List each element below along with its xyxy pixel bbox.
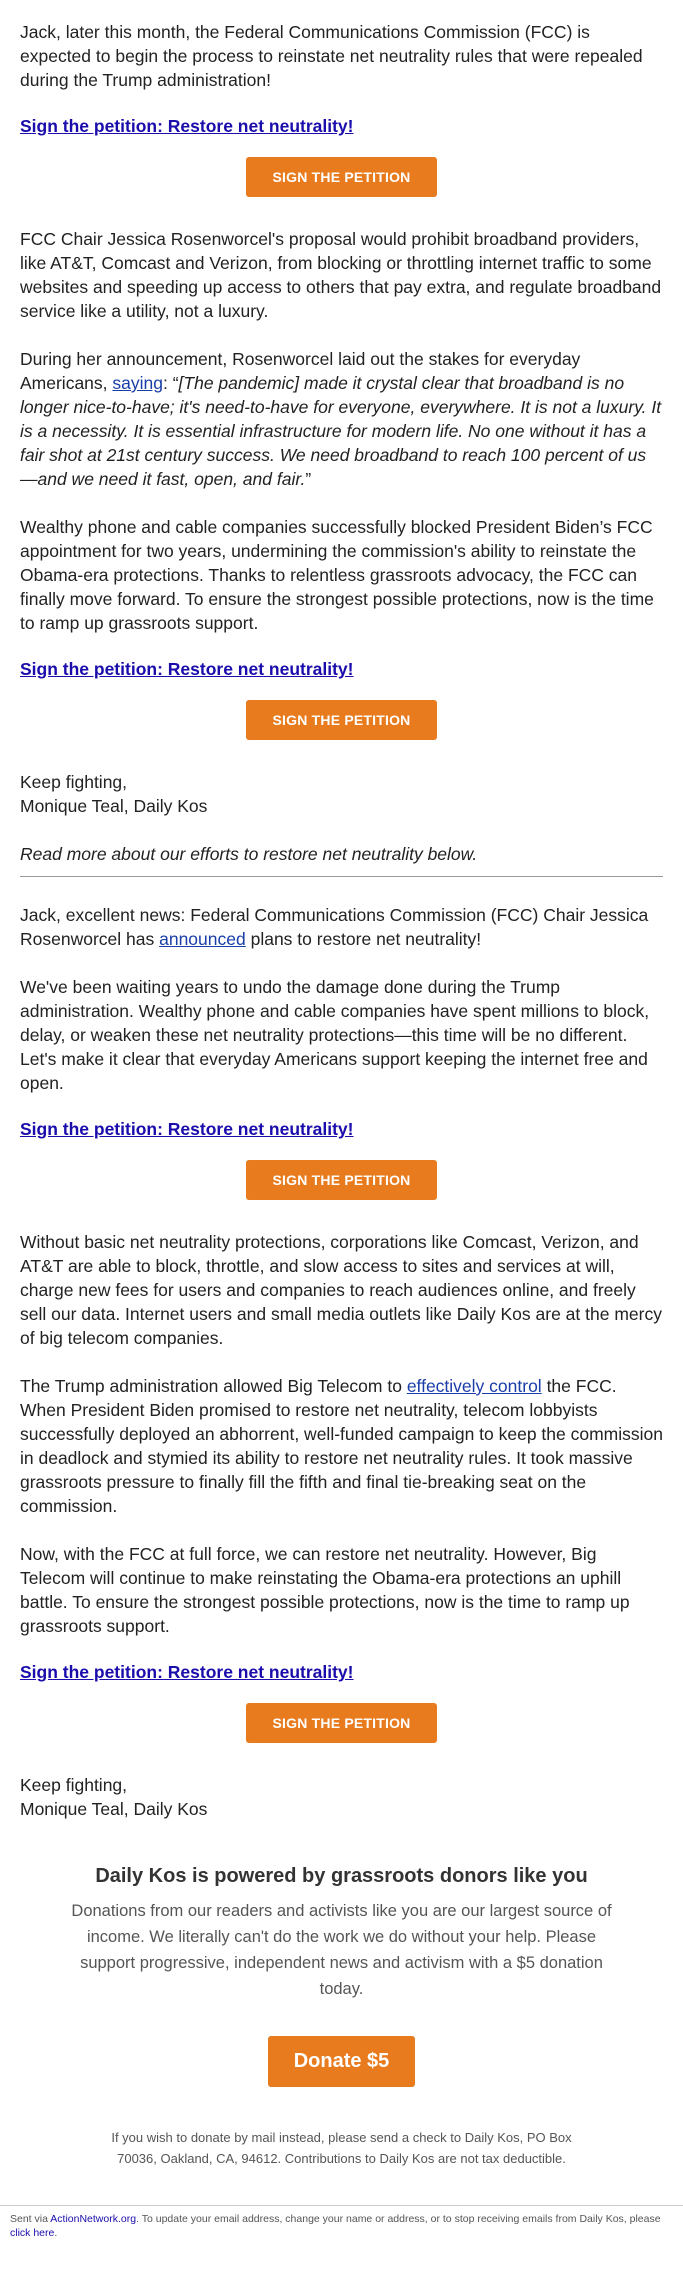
click-here-link[interactable]: click here	[10, 2227, 55, 2239]
signoff-signature: Monique Teal, Daily Kos	[20, 1799, 208, 1819]
signoff	[20, 770, 663, 818]
full-force-paragraph: Now, with the FCC at full force, we can restore net neutrality. However, Big Telecom will continue to make reinstating the Obama-era protections an uphill battle. To ensure the strongest possible protections, now is the time to ramp up grassroots support.	[20, 1544, 630, 1636]
saying-link[interactable]: saying	[112, 373, 163, 393]
quote-close: ”	[305, 469, 312, 489]
signoff-line: Keep fighting,	[20, 772, 128, 792]
announcement-text: During her announcement, Rosenworcel laid out the stakes for everyday Americans,	[20, 349, 581, 393]
signoff-line: Keep fighting,	[20, 1775, 128, 1795]
petition-button-wrap	[20, 1703, 663, 1743]
section-divider	[20, 876, 663, 877]
sign-petition-button[interactable]: SIGN THE PETITION	[246, 1160, 438, 1200]
petition-link[interactable]: Sign the petition: Restore net neutrality!	[20, 1119, 354, 1139]
sent-via-text: Sent via	[10, 2213, 51, 2225]
announced-link[interactable]: announced	[159, 929, 246, 949]
trump-administration-paragraph	[20, 1374, 663, 1518]
actionnetwork-link[interactable]: ActionNetwork.org	[50, 2213, 137, 2225]
effectively-control-link[interactable]: effectively control	[406, 1376, 542, 1396]
rosenworcel-quote: [The pandemic] made it crystal clear that broadband is no longer nice-to-have; it's need-to-have for everyone, everywhere. It is not a luxury. It is a necessity. It is essential infrastructure for modern life. No one without it has a fair shot at 21st century success. We need broadband to reach 100 percent of us—and we need it fast, open, and fair.	[20, 373, 662, 489]
trump-text-end: the FCC. When President Biden promised to restore net neutrality, telecom lobbyists successfully deployed an abhorrent, well-funded campaign to keep the commission in deadlock and stymied its ability to restore net neutrality rules. It took massive grassroots pressure to finally fill the fifth and final tie-breaking seat on the commission.	[20, 1376, 663, 1516]
petition-button-wrap	[20, 1160, 663, 1200]
announcement-paragraph	[20, 347, 663, 491]
petition-link[interactable]: Sign the petition: Restore net neutrality!	[20, 116, 354, 136]
signoff-signature: Monique Teal, Daily Kos	[20, 796, 208, 816]
waiting-years-paragraph: We've been waiting years to undo the damage done during the Trump administration. Wealthy phone and cable companies have spent millions to block, delay, or weaken these net neutrality protections—this time will be no different. Let's make it clear that everyday Americans support keeping the internet free and open.	[20, 977, 650, 1093]
quote-open: : “	[162, 373, 179, 393]
read-more-note: Read more about our efforts to restore net neutrality below.	[20, 844, 478, 864]
sign-petition-button[interactable]: SIGN THE PETITION	[246, 1703, 438, 1743]
sign-petition-button[interactable]: SIGN THE PETITION	[246, 700, 438, 740]
excellent-news-text: Jack, excellent news: Federal Communications Commission (FCC) Chair Jessica Rosenworcel has	[20, 905, 649, 949]
footer-body: Donations from our readers and activists like you are our largest source of income. We literally can't do the work we do without your help. Please support progressive, independent news and activism with a $5 donation today.	[71, 1902, 612, 1998]
petition-link[interactable]: Sign the petition: Restore net neutrality!	[20, 1662, 354, 1682]
unsubscribe-bar	[0, 2205, 683, 2246]
trump-text: The Trump administration allowed Big Telecom to	[20, 1376, 407, 1396]
excellent-news-end: plans to restore net neutrality!	[245, 929, 482, 949]
mail-donation-note: If you wish to donate by mail instead, please send a check to Daily Kos, PO Box 70036, Oakland, CA, 94612. Contributions to Daily Kos are not tax deductible.	[111, 2130, 572, 2166]
blocked-appointment-paragraph: Wealthy phone and cable companies successfully blocked President Biden’s FCC appointment for two years, undermining the commission's ability to reinstate the Obama-era protections. Thanks to relentless grassroots advocacy, the FCC can finally move forward. To ensure the strongest possible protections, now is the time to ramp up grassroots support.	[20, 517, 654, 633]
donation-footer	[20, 1845, 663, 2169]
excellent-news-paragraph	[20, 903, 663, 951]
bar-end: .	[54, 2227, 58, 2239]
petition-button-wrap	[20, 700, 663, 740]
footer-title: Daily Kos is powered by grassroots donors like you	[95, 1865, 588, 1887]
intro-paragraph: Jack, later this month, the Federal Communications Commission (FCC) is expected to begin the process to reinstate net neutrality rules that were repealed during the Trump administration!	[20, 22, 643, 90]
petition-button-wrap	[20, 157, 663, 197]
update-email-text: . To update your email address, change your name or address, or to stop receiving emails from Daily Kos, please	[136, 2213, 661, 2225]
proposal-paragraph: FCC Chair Jessica Rosenworcel's proposal would prohibit broadband providers, like AT&T, Comcast and Verizon, from blocking or throttling internet traffic to some websites and speeding up access to others that pay extra, and regulate broadband service like a utility, not a luxury.	[20, 229, 662, 321]
donate-button[interactable]: Donate $5	[268, 2036, 416, 2087]
sign-petition-button[interactable]: SIGN THE PETITION	[246, 157, 438, 197]
without-protections-paragraph: Without basic net neutrality protections, corporations like Comcast, Verizon, and AT&T are able to block, throttle, and slow access to sites and services at will, charge new fees for users and companies to reach audiences online, and freely sell our data. Internet users and small media outlets like Daily Kos are at the mercy of big telecom companies.	[20, 1232, 662, 1348]
signoff	[20, 1773, 663, 1821]
petition-link[interactable]: Sign the petition: Restore net neutrality!	[20, 659, 354, 679]
